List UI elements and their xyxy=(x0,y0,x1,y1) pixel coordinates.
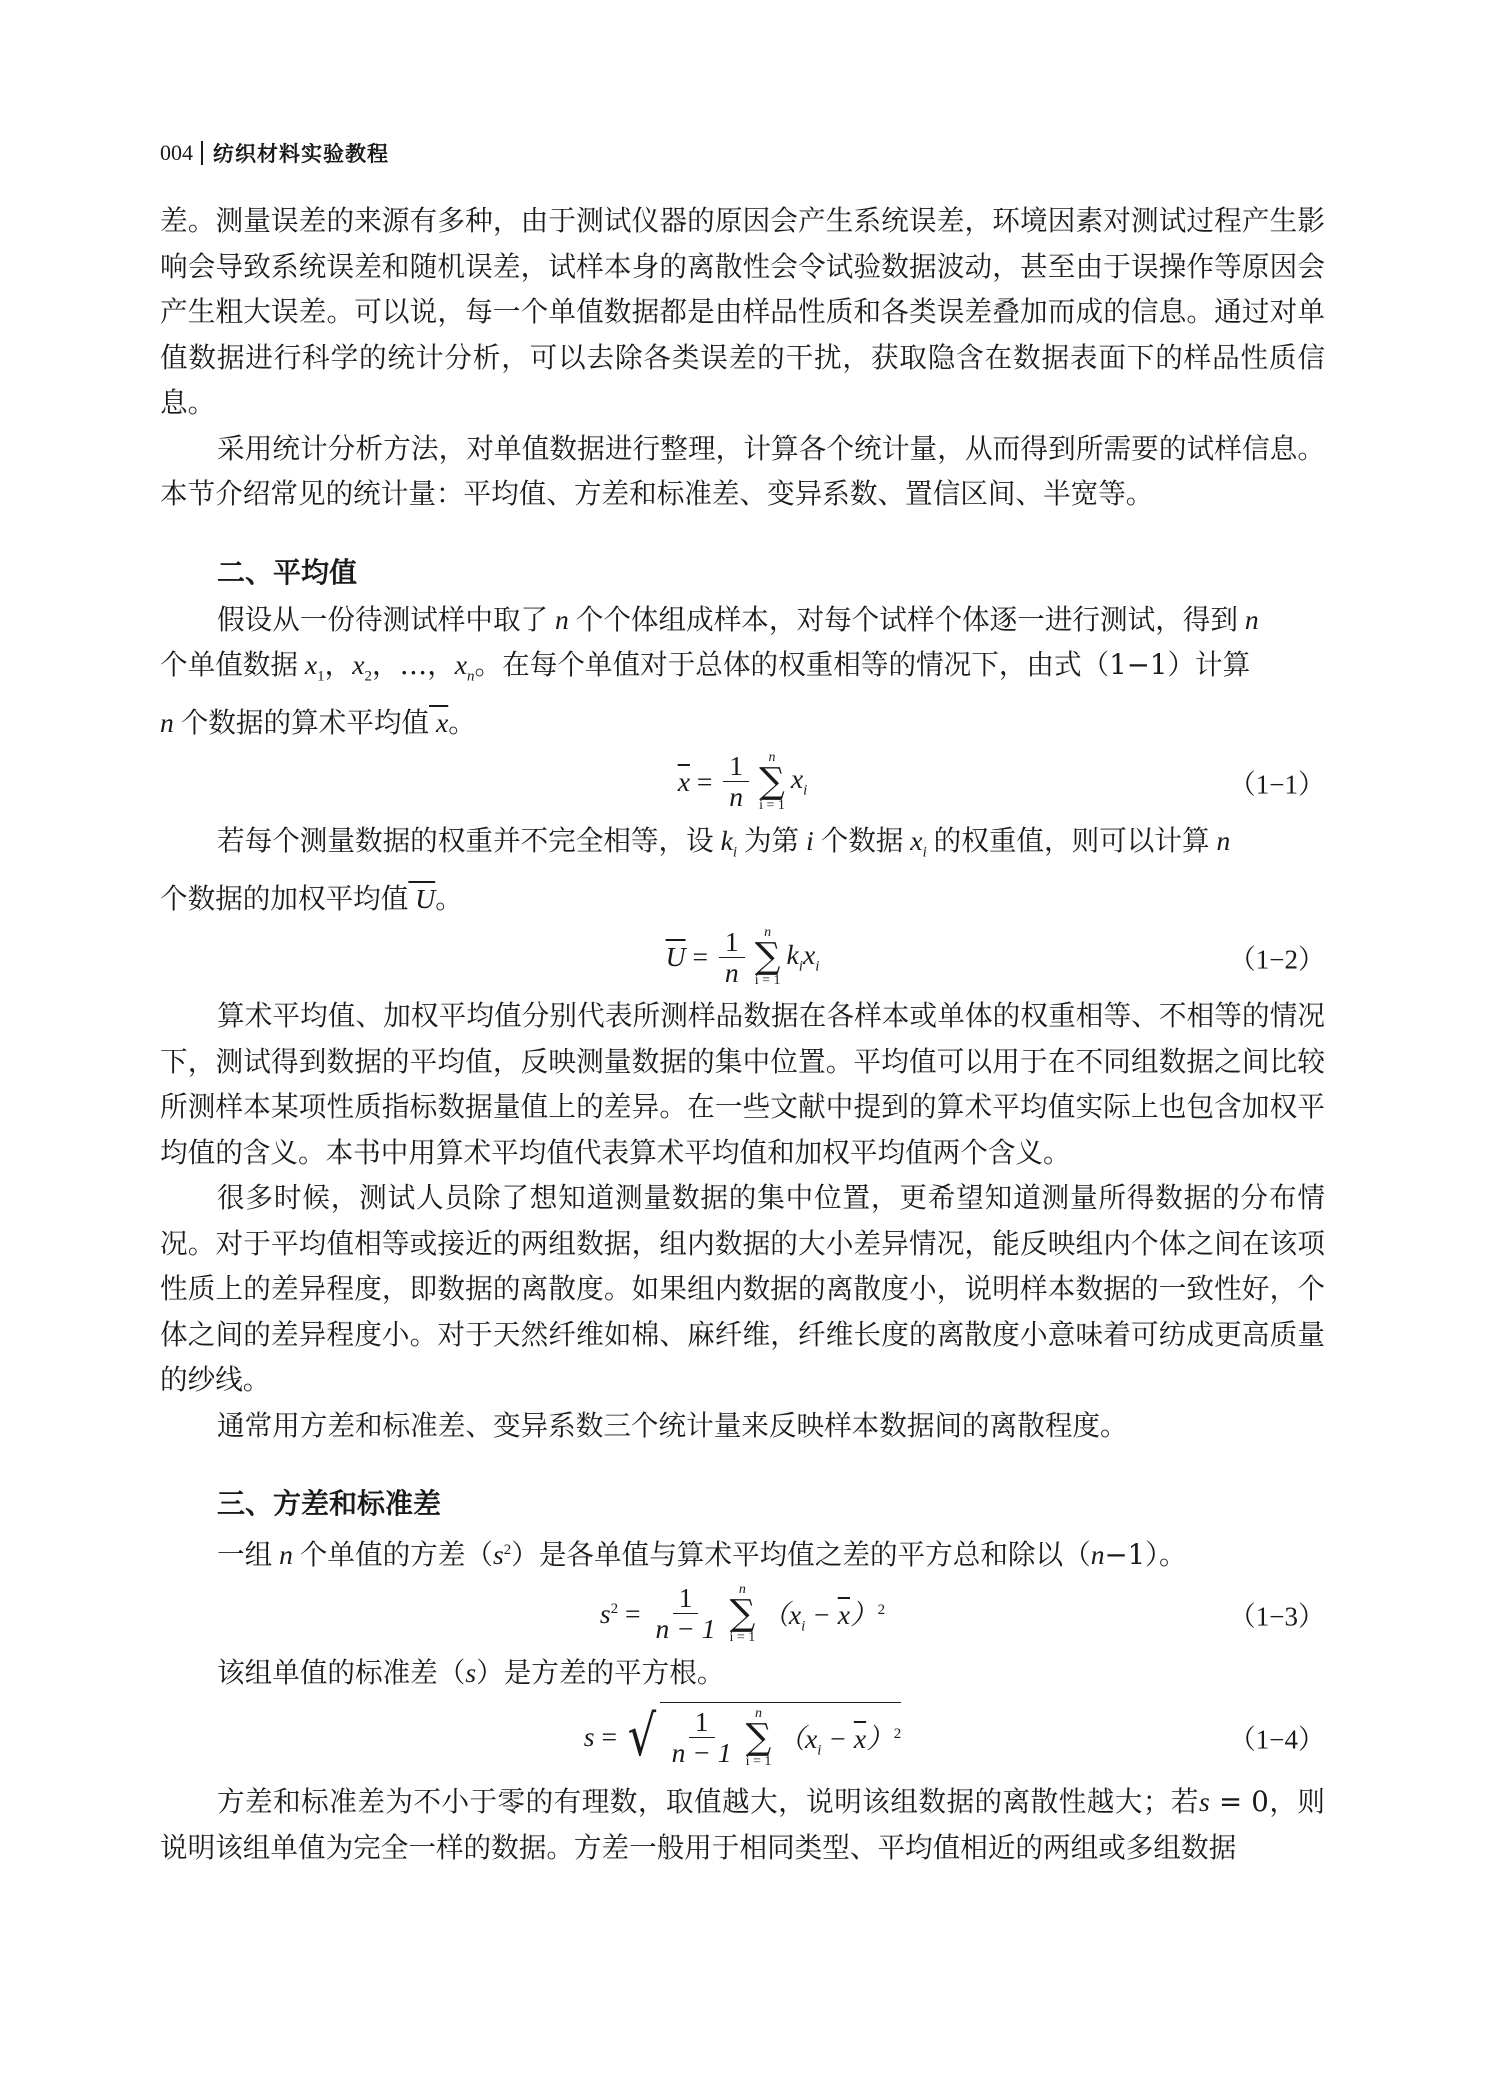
body-text xyxy=(160,198,1325,1870)
summation-icon: n ∑ i = 1 xyxy=(759,749,785,813)
equation-1-4: s = √ $\frac{1}{n - 1}$ n ∑ i = 1 $(x_i - \overline{x})^2$ （1−4） xyxy=(160,1695,1325,1779)
paragraph: 一组 n 个单值的方差$(s^2)$是各单值与算术平均值之差的平方总和除以（n−1）。 xyxy=(217,1538,1187,1572)
summation-icon: n ∑ i = 1 xyxy=(754,925,781,989)
equation-1-3: $s^2$ = $\frac{1}{n - 1}$ n ∑ i = 1 $(x_i - \overline{x})^2$ （1−3） xyxy=(599,1581,1325,1645)
paragraph: 通常用方差和标准差、变异系数三个统计量来反映样本数据间的离散程度。 xyxy=(217,1408,1128,1442)
section-heading-variance: 三、方差和标准差 xyxy=(217,1487,442,1521)
section-heading-mean: 二、平均值 xyxy=(217,555,358,589)
paragraph: 假设从一份待测试样中取了 n 个个体组成样本，对每个试样个体逐一进行测试，得到 n 个单值数据 $x_1$，$x_2$，…，$x_n$。在每个单值对于总体的权重相等的情况下，由式（1−1）计算 n 个数据的算术平均值 x。 xyxy=(160,602,1259,740)
square-root-icon: √ $\frac{1}{n - 1}$ n ∑ i = 1 $(x_i - \overline{x})^2$ xyxy=(624,1702,901,1772)
paragraph: 算术平均值、加权平均值分别代表所测样品数据在各样本或单体的权重相等、不相等的情况下，测试得到数据的平均值，反映测量数据的集中位置。平均值可以用于在不同组数据之间比较所测样本某项性质指标数据量值上的差异。在一些文献中提到的算术平均值实际上也包含加权平均值的含义。本书中用算术平均值代表算术平均值和加权平均值两个含义。 xyxy=(160,999,1325,1169)
summation-icon: n ∑ i = 1 xyxy=(729,1581,756,1645)
book-title: 纺织材料实验教程 xyxy=(213,142,389,166)
paragraph: 方差和标准差为不小于零的有理数，取值越大，说明该组数据的离散性越大；若s = 0，则说明该组单值为完全一样的数据。方差一般用于相同类型、平均值相近的两组或多组数据 xyxy=(160,1785,1325,1864)
running-header xyxy=(160,138,389,168)
paragraph: 很多时候，测试人员除了想知道测量数据的集中位置，更希望知道测量所得数据的分布情况。对于平均值相等或接近的两组数据，组内数据的大小差异情况，能反映组内个体之间在该项性质上的差异程度，即数据的离散度。如果组内数据的离散度小，说明样本数据的一致性好，个体之间的差异程度小。对于天然纤维如棉、麻纤维，纤维长度的离散度小意味着可纺成更高质量的纱线。 xyxy=(160,1181,1325,1397)
paragraph: 若每个测量数据的权重并不完全相等，设 $k_i$ 为第 i 个数据 $x_i$ 的权重值，则可以计算 n 个数据的加权平均值 U。 xyxy=(160,823,1231,915)
paragraph: 采用统计分析方法，对单值数据进行整理，计算各个统计量，从而得到所需要的试样信息。本节介绍常见的统计量：平均值、方差和标准差、变异系数、置信区间、半宽等。 xyxy=(160,431,1325,510)
paragraph: 该组单值的标准差（s）是方差的平方根。 xyxy=(217,1655,725,1689)
equation-1-2: $\overline{U}$ = $\frac{1}{n}$ n ∑ i = 1 $k_ix_i$ （1−2） xyxy=(665,925,1325,989)
equation-1-1: $\overline{x}$ = $\frac{1}{n}$ n ∑ i = 1 $x_i$ （1−1） xyxy=(677,749,1325,813)
equation-number: （1−1） xyxy=(1228,769,1325,800)
equation-number: （1−4） xyxy=(1228,1724,1325,1755)
paragraph: 差。测量误差的来源有多种，由于测试仪器的原因会产生系统误差，环境因素对测试过程产生影响会导致系统误差和随机误差，试样本身的离散性会令试验数据波动，甚至由于误操作等原因会产生粗大误差。可以说，每一个单值数据都是由样品性质和各类误差叠加而成的信息。通过对单值数据进行科学的统计分析，可以去除各类误差的干扰，获取隐含在数据表面下的样品性质信息。 xyxy=(160,204,1325,419)
header-divider xyxy=(201,141,203,165)
equation-number: （1−3） xyxy=(1228,1601,1325,1632)
page-number: 004 xyxy=(160,140,193,165)
equation-number: （1−2） xyxy=(1228,944,1325,975)
